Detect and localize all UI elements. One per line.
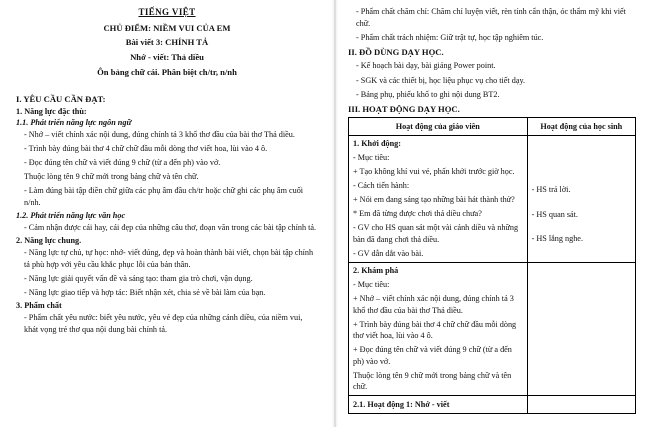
paragraph-l10: - Phẩm chất yêu nước: biết yêu nước, yêu vẻ đẹp của những cánh diều, của niềm vui, khát vọng trẻ thơ qua nội dung bài chính tả.: [24, 313, 305, 334]
activity-title-1: 1. Khởi động:: [353, 139, 401, 149]
student-response-1-3: - HS lắng nghe.: [531, 234, 583, 244]
paragraph-l6: - Cảm nhận được cái hay, cái đẹp của những câu thơ, đoạn văn trong các bài tập chính tả.: [24, 222, 317, 232]
paragraph-r4: - SGK và các thiết bị, học liệu phục vụ cho tiết dạy.: [356, 75, 526, 85]
activity-goal-1: + Tạo không khí vui vẻ, phấn khởi trước giờ học.: [353, 167, 515, 177]
paragraph-l7: - Năng lực tự chủ, tự học: nhớ- viết đúng, đẹp và hoàn thành bài viết, chọn bài tập chính tả phù hợp với yêu cầu khắc phục lỗi của bản thân.: [24, 248, 316, 269]
table-row: [349, 135, 636, 262]
document-title: TIẾNG VIỆT: [138, 7, 196, 17]
activity-goal-2-3: + Đọc đúng tên chữ và viết đúng 9 chữ (từ a đến ph) vào vở.: [353, 345, 512, 366]
lesson-subline-2: Ôn bảng chữ cái. Phân biệt ch/tr, n/nh: [97, 66, 237, 77]
paragraph-l1: - Nhớ – viết chính xác nội dung, đúng chính tả 3 khổ thơ đầu của bài thơ Thả diều.: [24, 129, 295, 139]
activity-step-1-3: - GV cho HS quan sát một vài cảnh diều và những bàn đã đang chơi thả diều.: [353, 223, 519, 244]
right-page-column: [338, 0, 650, 427]
activity-goal-label-1: - Mục tiêu:: [353, 153, 390, 163]
student-response-1-2: - HS quan sát.: [531, 209, 578, 219]
activity-step-1-2: * Em đã từng được chơi thả diều chưa?: [353, 209, 482, 219]
teaching-activities-table: [348, 117, 636, 413]
activity-goal-2-2: + Trình bày đúng bài thơ 4 chữ chữ đầu mỗi dòng thơ viết hoa, lùi vào 4 ô.: [353, 319, 517, 341]
heading-phat-trien-ngon-ngu: 1.1. Phát triển năng lực ngôn ngữ: [16, 117, 132, 127]
header-teacher-activities: Hoạt động của giáo viên: [349, 118, 528, 135]
header-student-activities: Hoạt động của học sinh: [527, 118, 635, 135]
section-1-title: I. YÊU CẦU CẦN ĐẠT:: [16, 93, 106, 104]
paragraph-r1: - Phẩm chất chăm chỉ: Chăm chỉ luyện viết, rèn tính cẩn thận, óc thẩm mỹ khi viết chữ.: [356, 7, 628, 28]
cell-student-3: [527, 396, 635, 413]
activity-steps-label-1: - Cách tiến hành:: [353, 181, 410, 191]
lesson-line: Bài viết 3: CHÍNH TẢ: [125, 37, 209, 48]
paragraph-l8: - Năng lực giải quyết vấn đề và sáng tạo: tham gia trò chơi, vận dụng.: [24, 273, 253, 283]
heading-phat-trien-van-hoc: 1.2. Phát triển năng lực văn học: [16, 210, 126, 220]
heading-pham-chat: 3. Phẩm chất: [16, 301, 62, 311]
cell-teacher-1: [349, 135, 528, 262]
activity-step-1-1: + Nói em đang sáng tạo những bài hát thành thử?: [353, 195, 515, 205]
cell-teacher-3: [349, 396, 528, 413]
activity-goal-2-1: + Nhớ – viết chính xác nội dung, đúng chính tả 3 khổ thơ đầu của bài thơ Thả diều.: [353, 294, 514, 315]
paragraph-r5: - Bảng phụ, phiếu khổ to ghi nội dung BT2.: [356, 89, 500, 99]
paragraph-l9: - Năng lực giao tiếp và hợp tác: Biết nhận xét, chia sẻ về bài làm của bạn.: [24, 287, 266, 297]
student-response-1-1: - HS trả lời.: [531, 185, 571, 195]
table-row: [349, 262, 636, 395]
paragraph-r3: - Kế hoạch bài dạy, bài giảng Power point.: [356, 61, 496, 71]
paragraph-l3: - Đọc đúng tên chữ và viết đúng 9 chữ (từ a đến ph) vào vở.: [24, 157, 221, 167]
heading-nang-luc-dac-thu: 1. Năng lực đặc thù:: [16, 106, 87, 116]
activity-goal-2-4: Thuộc lòng tên 9 chữ mới trong bảng chữ và tên chữ.: [353, 370, 512, 392]
paragraph-l5: - Làm đúng bài tập điền chữ giữa các phụ âm đầu ch/tr hoặc chữ ghi các phụ âm cuối n/nh.: [24, 186, 306, 207]
paragraph-l4: Thuộc lòng tên 9 chữ mới trong bảng chữ và tên chữ.: [24, 172, 199, 181]
section-2-title: II. ĐỒ DÙNG DẠY HỌC.: [348, 47, 444, 58]
cell-student-1: [527, 135, 635, 262]
table-header-row: [349, 118, 636, 135]
activity-title-3: 2.1. Hoạt động 1: Nhớ - viết: [353, 399, 450, 409]
activity-goal-label-2: - Mục tiêu:: [353, 280, 390, 290]
theme-line: CHỦ ĐIỂM: NIỀM VUI CỦA EM: [103, 22, 231, 33]
activity-title-2: 2. Khám phá: [353, 266, 399, 276]
activity-step-1-4: - GV dẫn dắt vào bài.: [353, 248, 424, 258]
lesson-subline: Nhớ - viết: Thả diều: [130, 52, 204, 63]
heading-nang-luc-chung: 2. Năng lực chung.: [16, 236, 82, 246]
section-3-title: III. HOẠT ĐỘNG DẠY HỌC.: [348, 104, 460, 115]
cell-teacher-2: [349, 262, 528, 395]
paragraph-r2: - Phẩm chất trách nhiệm: Giữ trật tự, học tập nghiêm túc.: [356, 32, 544, 42]
cell-student-2: [527, 262, 635, 395]
paragraph-l2: - Trình bày đúng bài thơ 4 chữ chữ đầu mỗi dòng thơ viết hoa, lùi vào 4 ô.: [24, 143, 268, 153]
table-row: [349, 396, 636, 413]
